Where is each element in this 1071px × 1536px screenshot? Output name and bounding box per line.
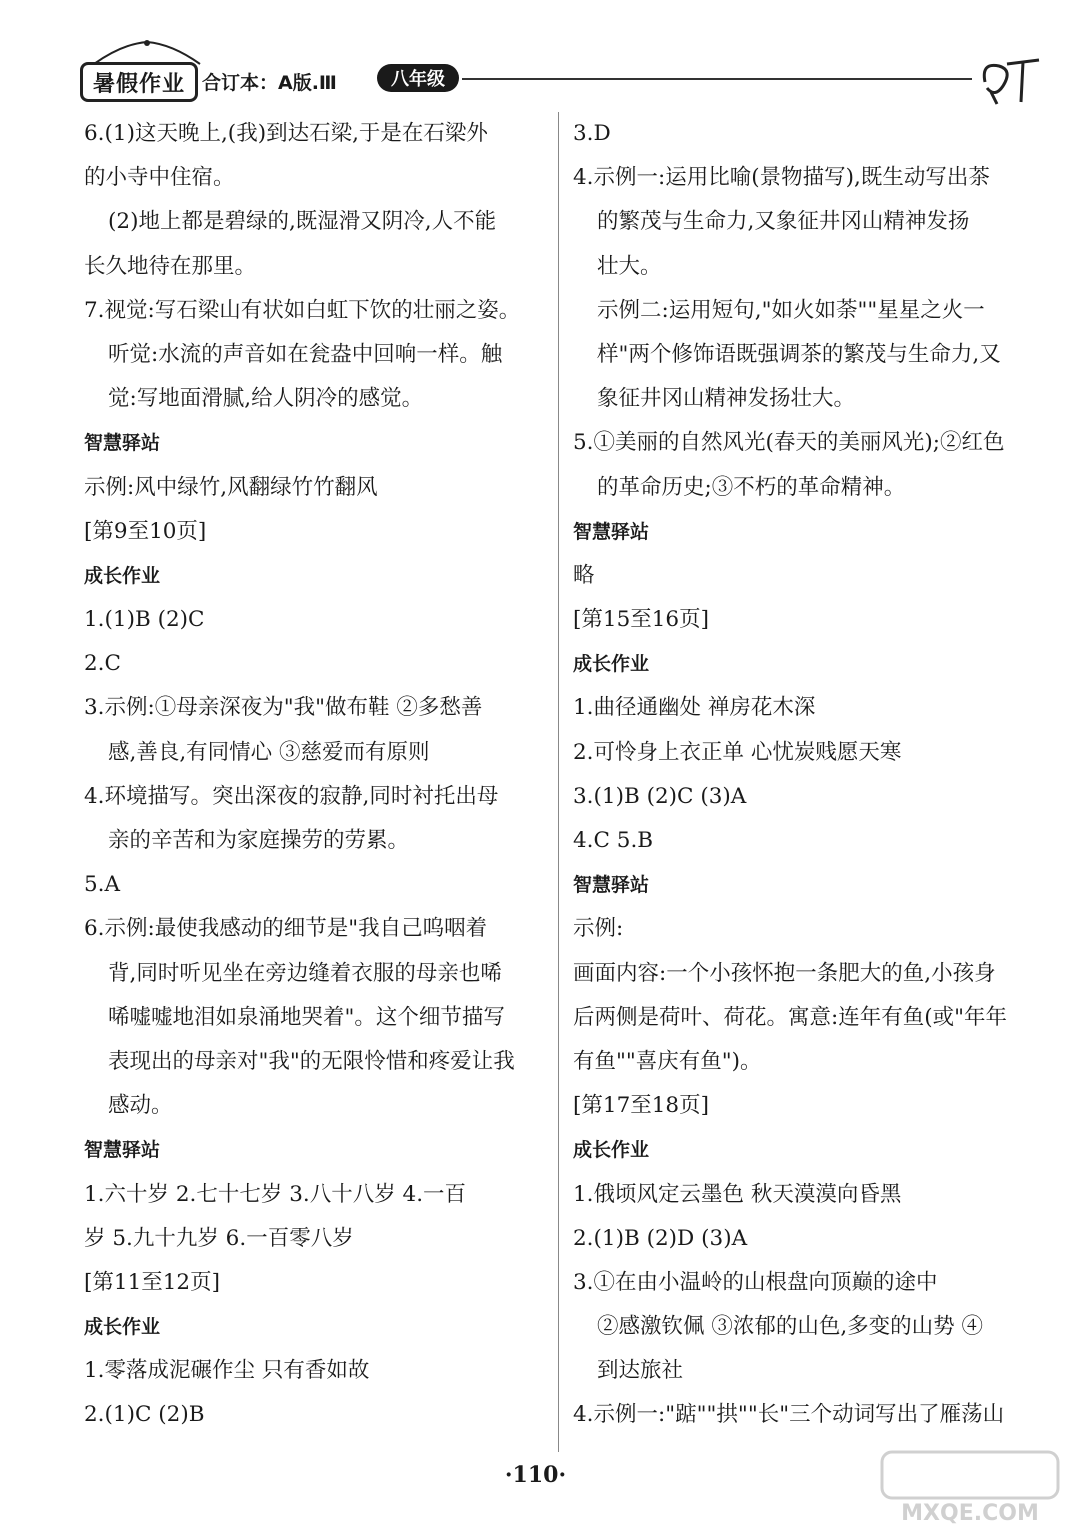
grade-badge	[377, 64, 459, 92]
page-reference: [第11至12页]	[84, 1269, 220, 1295]
answer-line: 感,善良,有同情心 ③慈爱而有原则	[108, 739, 430, 765]
section-heading: 智慧驿站	[84, 1139, 161, 1162]
answer-line: 感动。	[108, 1093, 173, 1119]
answer-line: 6.(1)这天晚上,(我)到达石梁,于是在石梁外	[84, 121, 488, 146]
watermark-logo	[880, 1448, 1060, 1528]
answer-line: 1.六十岁 2.七十七岁 3.八十八岁 4.一百	[84, 1181, 467, 1207]
answer-line: 背,同时听见坐在旁边缝着衣服的母亲也唏	[108, 960, 502, 986]
header-rule	[462, 78, 972, 80]
answer-line: 示例:风中绿竹,风翻绿竹竹翻风	[84, 474, 378, 500]
answer-line: (2)地上都是碧绿的,既湿滑又阴冷,人不能	[108, 209, 497, 235]
answer-line: 1.曲径通幽处 禅房花木深	[573, 695, 816, 721]
answer-line: 4.环境描写。突出深夜的寂静,同时衬托出母	[84, 783, 499, 809]
answer-line: 2.C	[84, 651, 121, 677]
answer-line: 4.示例一:"踮""拱""长"三个动词写出了雁荡山	[573, 1402, 1005, 1428]
answer-line: 有鱼""喜庆有鱼")。	[573, 1048, 762, 1074]
logo-text: 暑假作业	[92, 71, 185, 97]
answer-line: 1.(1)B (2)C	[84, 607, 205, 633]
answer-line: ②感激钦佩 ③浓郁的山色,多变的山势 ④	[597, 1314, 984, 1340]
page-reference: [第17至18页]	[573, 1093, 709, 1119]
answer-line: 长久地待在那里。	[84, 253, 257, 279]
column-divider	[558, 112, 559, 1452]
answer-line: 3.(1)B (2)C (3)A	[573, 783, 747, 809]
answer-line: 画面内容:一个小孩怀抱一条肥大的鱼,小孩身	[573, 960, 996, 986]
answer-line: 5.①美丽的自然风光(春天的美丽风光);②红色	[573, 430, 1005, 456]
section-heading: 成长作业	[573, 1139, 650, 1162]
answer-line: 的小寺中住宿。	[84, 165, 235, 191]
logo-badge	[80, 62, 198, 102]
section-heading: 智慧驿站	[573, 520, 650, 543]
watermark-text: MXQE.COM	[901, 1501, 1039, 1526]
answer-line: 2.(1)B (2)D (3)A	[573, 1225, 748, 1251]
answer-line: 示例二:运用短句,"如火如荼""星星之火一	[597, 297, 985, 323]
section-heading: 智慧驿站	[573, 874, 650, 897]
page-header	[72, 40, 1052, 110]
answer-line: 的繁茂与生命力,又象征井冈山精神发扬	[597, 209, 970, 235]
answer-line: 的革命历史;③不朽的革命精神。	[597, 474, 906, 500]
section-heading: 成长作业	[84, 564, 161, 587]
grade-label: 八年级	[391, 69, 445, 90]
answer-line: 略	[573, 562, 595, 588]
answer-line: 岁 5.九十九岁 6.一百零八岁	[84, 1225, 354, 1251]
answer-column-left	[84, 112, 549, 1438]
answer-column-right	[573, 112, 1043, 1438]
answer-line: 亲的辛苦和为家庭操劳的劳累。	[108, 828, 410, 853]
answer-line: 壮大。	[597, 253, 662, 279]
answer-line: 表现出的母亲对"我"的无限怜惜和疼爱让我	[108, 1048, 515, 1074]
answer-line: 样"两个修饰语既强调茶的繁茂与生命力,又	[597, 341, 1001, 367]
answer-line: 3.①在由小温岭的山根盘向顶巅的途中	[573, 1269, 938, 1295]
answer-line: 听觉:水流的声音如在瓮盎中回响一样。触	[108, 341, 503, 367]
answer-line: 2.(1)C (2)B	[84, 1402, 205, 1428]
answer-line: 2.可怜身上衣正单 心忧炭贱愿天寒	[573, 739, 902, 765]
answer-line: 3.D	[573, 121, 611, 146]
answer-line: 5.A	[84, 872, 121, 898]
answer-line: 1.零落成泥碾作尘 只有香如故	[84, 1358, 370, 1384]
section-heading: 成长作业	[84, 1316, 161, 1339]
answer-line: 6.示例:最使我感动的细节是"我自己呜咽着	[84, 916, 488, 942]
section-heading: 成长作业	[573, 653, 650, 676]
answer-line: 3.示例:①母亲深夜为"我"做布鞋 ②多愁善	[84, 695, 483, 721]
answer-line: 后两侧是荷叶、荷花。寓意:连年有鱼(或"年年	[573, 1004, 1008, 1030]
answer-line: 4.示例一:运用比喻(景物描写),既生动写出茶	[573, 165, 990, 191]
answer-line: 7.视觉:写石梁山有状如白虹下饮的壮丽之姿。	[84, 297, 521, 323]
answer-line: 1.俄顷风定云墨色 秋天漠漠向昏黑	[573, 1181, 902, 1207]
answer-line: 示例:	[573, 916, 624, 942]
answer-line: 觉:写地面滑腻,给人阴冷的感觉。	[108, 386, 424, 412]
page-number: ·110·	[504, 1462, 567, 1488]
answer-line: 到达旅社	[597, 1358, 684, 1384]
book-info: 合订本：A版.Ⅲ	[202, 72, 337, 94]
page-reference: [第9至10页]	[84, 518, 207, 544]
answer-line: 象征井冈山精神发扬壮大。	[597, 386, 856, 412]
decorative-swirl-icon	[977, 52, 1047, 112]
answer-line: 唏嘘嘘地泪如泉涌地哭着"。这个细节描写	[108, 1004, 505, 1030]
answer-line: 4.C 5.B	[573, 828, 654, 853]
section-heading: 智慧驿站	[84, 432, 161, 455]
page-reference: [第15至16页]	[573, 607, 709, 633]
